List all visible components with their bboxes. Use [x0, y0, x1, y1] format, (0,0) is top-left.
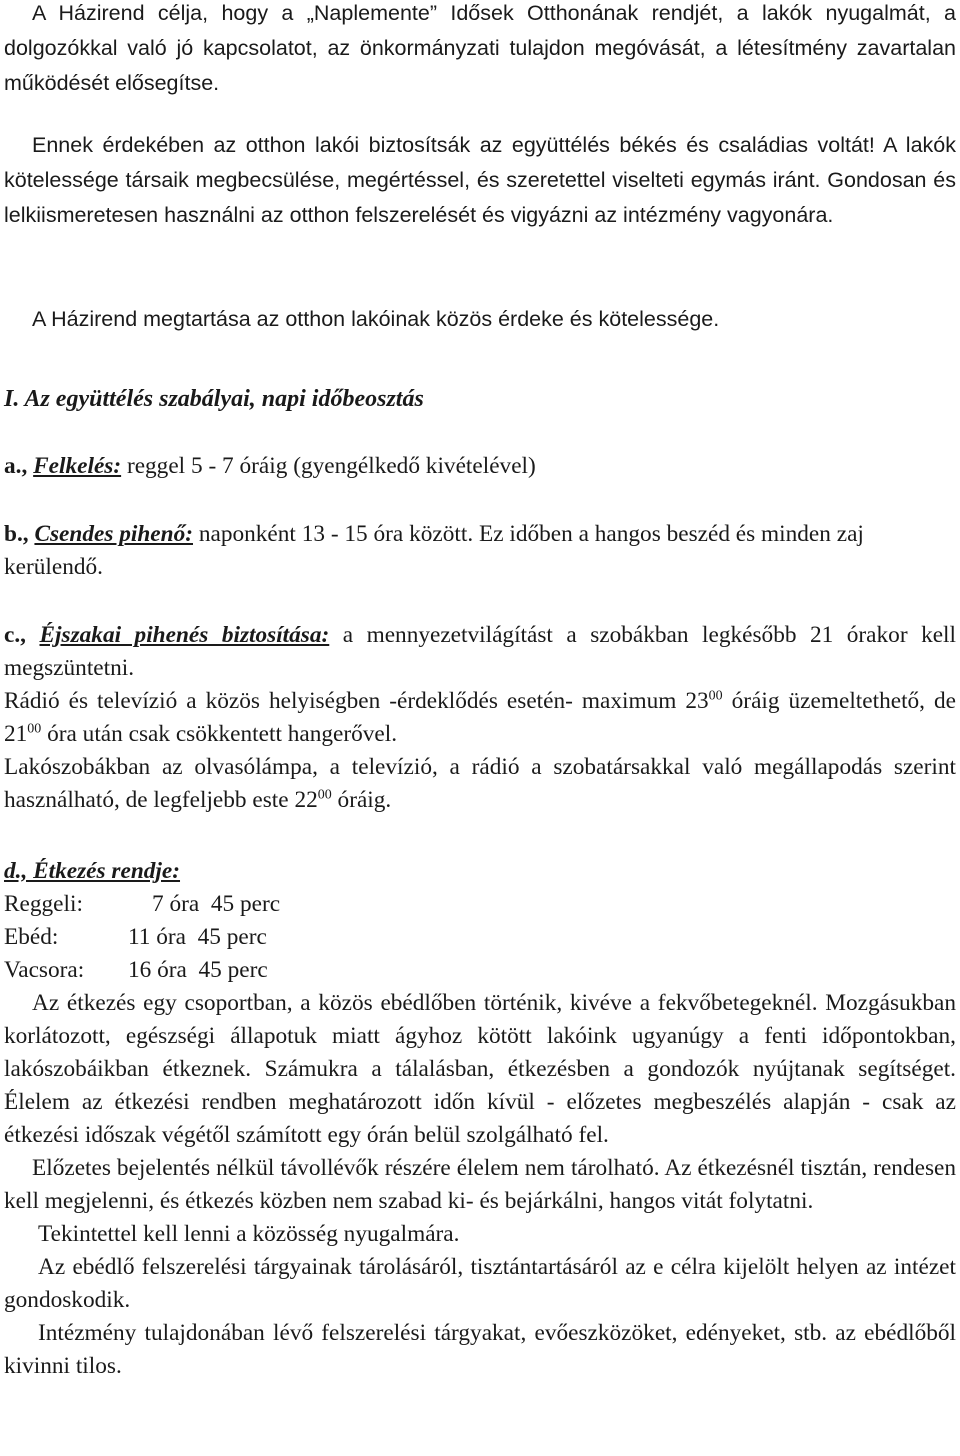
rule-b-letter: b.,	[4, 521, 29, 547]
rule-c-letter: c.,	[4, 622, 26, 648]
rule-a	[4, 450, 956, 483]
intro-paragraph-1: A Házirend célja, hogy a „Naplemente” Idősek Otthonának rendjét, a lakók nyugalmát, a dolgozókkal való jó kapcsolatot, az önkormányzati tulajdon megóvását, a létesítmény zavartalan működését elősegítse.	[4, 1, 956, 95]
rule-a-name: Felkelés:	[33, 453, 122, 479]
meal-label: Vacsora:	[4, 957, 85, 983]
meal-paragraph-1: Az étkezés egy csoportban, a közös ebédlőben történik, kivéve a fekvőbetegeknél. Mozgásukban korlátozott, egészségi állapotuk miatt ágyhoz kötött lakóink ugyanúgy a fenti időpontokban, lakószobáikban étkeznek. Számukra a tálalásban, étkezésben a gondozók nyújtanak segítséget. Élelem az étkezési rendben meghatározott időn kívül - előzetes megbeszélés alapján - csak az étkezési időszak végétől számított egy órán belül szolgálható fel.	[4, 990, 956, 1148]
intro-paragraph-2: Ennek érdekében az otthon lakói biztosítsák az együttélés békés és családias voltát! A lakók kötelessége társaik megbecsülése, megértéssel, és szeretettel viselteti egymás iránt. Gondosan és lelkiismeretesen használni az otthon felszerelését és vigyázni az intézmény vagyonára.	[4, 133, 956, 227]
section-heading: I. Az együttélés szabályai, napi időbeosztás	[4, 386, 424, 412]
rule-a-letter: a.,	[4, 453, 28, 479]
meal-paragraph-2: Előzetes bejelentés nélkül távollévők részére élelem nem tárolható. Az étkezésnél tisztán, rendesen kell megjelenni, és étkezés közben nem szabad ki- és bejárkálni, hangos vitát folytatni.	[4, 1155, 956, 1214]
rule-b	[4, 518, 956, 584]
rule-c-radio: Rádió és televízió a közös helyiségben -érdeklődés esetén- maximum $23^{00}$ óráig üzemeltethető, de $21^{00}$ óra után csak csökkentett hangerővel.	[4, 688, 957, 747]
meal-time: 7 óra 45 perc	[152, 891, 281, 917]
rule-a-text: reggel 5 - 7 óráig (gyengélkedő kivételével)	[126, 453, 536, 479]
meal-paragraph-4: Az ebédlő felszerelési tárgyainak tárolásáról, tisztántartásáról az e célra kijelölt helyen az intézet gondoskodik.	[4, 1254, 956, 1313]
meal-paragraph-3: Tekintettel kell lenni a közösség nyugalmára.	[38, 1221, 460, 1247]
meal-time: 16 óra 45 perc	[128, 957, 268, 983]
rule-b-text: naponként 13 - 15 óra között. Ez időben a hangos beszéd és minden zaj kerülendő.	[4, 521, 864, 580]
intro-paragraph-3: A Házirend megtartása az otthon lakóinak közös érdeke és kötelessége.	[32, 307, 720, 331]
meal-time-row	[4, 888, 956, 921]
meal-time: 11 óra 45 perc	[128, 924, 267, 950]
rule-c-text: a mennyezetvilágítást a szobákban legkésőbb 21 órakor kell megszüntetni.	[4, 622, 956, 681]
meal-times	[4, 888, 956, 987]
rule-c-room: Lakószobákban az olvasólámpa, a televízió, a rádió a szobatársakkal való megállapodás szerint használható, de legfeljebb este $22^{00}$ óráig.	[4, 754, 956, 813]
rule-d	[4, 855, 956, 1383]
meal-label: Ebéd:	[4, 924, 59, 950]
rule-b-name: Csendes pihenő:	[34, 521, 193, 547]
meal-time-row	[4, 954, 956, 987]
rule-d-heading: d., Étkezés rendje:	[4, 858, 181, 884]
meal-paragraph-5: Intézmény tulajdonában lévő felszerelési tárgyakat, evőeszközöket, edényeket, stb. az ebédlőből kivinni tilos.	[4, 1320, 956, 1379]
rule-c	[4, 619, 956, 817]
meal-time-row	[4, 921, 956, 954]
rule-c-name: Éjszakai pihenés biztosítása:	[39, 622, 330, 648]
meal-label: Reggeli:	[4, 891, 83, 917]
